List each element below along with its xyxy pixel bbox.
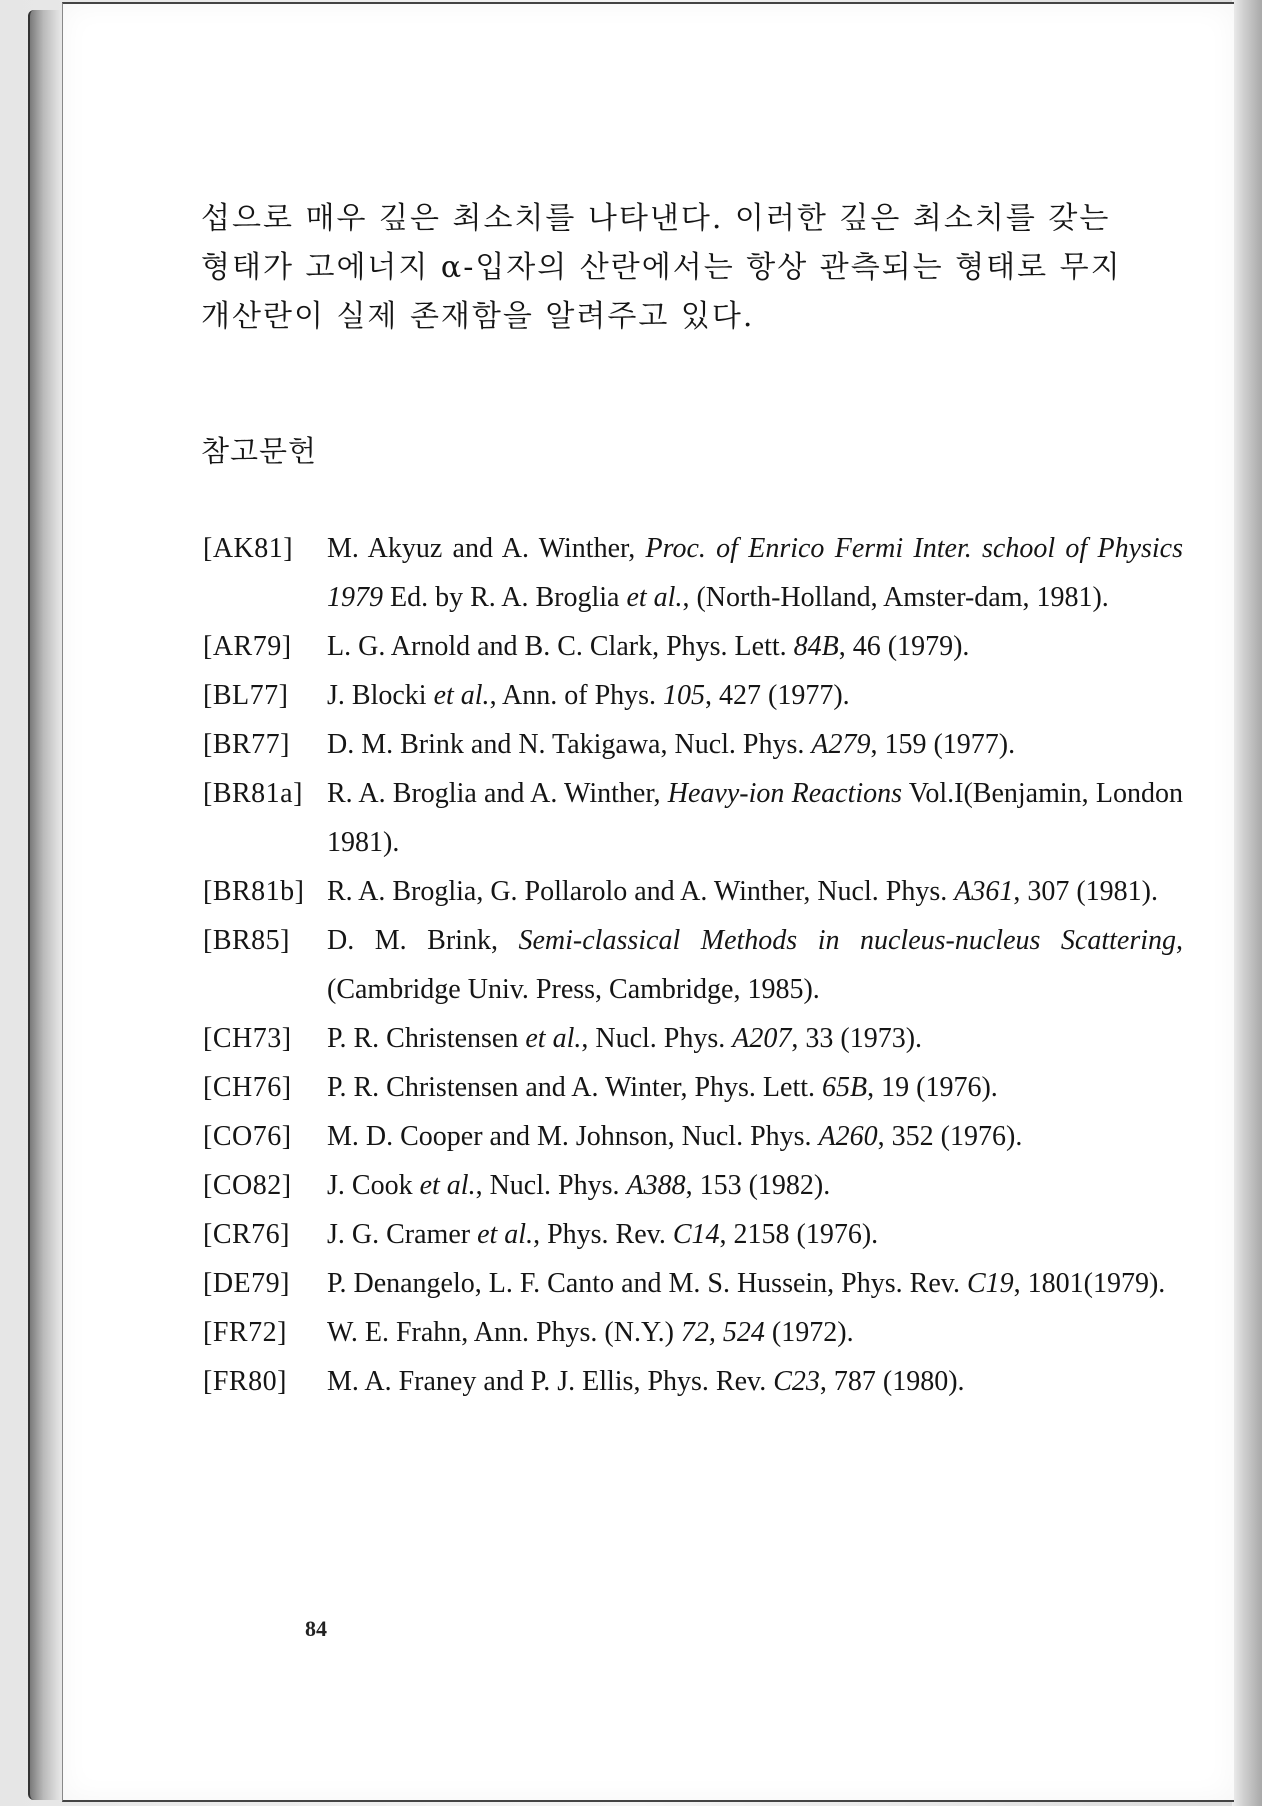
reference-text bbox=[325, 1161, 1183, 1210]
book-page bbox=[62, 2, 1234, 1802]
reference-text bbox=[325, 1014, 1183, 1063]
reference-italic-segment: 72, 524 bbox=[680, 1317, 765, 1348]
paragraph-line: 형태가 고에너지 α-입자의 산란에서는 항상 관측되는 형태로 무지 bbox=[201, 250, 1122, 285]
reference-key: [CH73] bbox=[203, 1023, 292, 1054]
reference-segment: Ed. by R. A. Broglia bbox=[383, 582, 627, 613]
reference-segment: , 153 (1982). bbox=[685, 1170, 831, 1201]
reference-italic-segment: Proc. of Enrico Fermi Inter. school of Physics 1979 bbox=[327, 533, 1184, 613]
reference-key: [BR77] bbox=[203, 729, 290, 760]
reference-italic-segment: 84B bbox=[793, 631, 839, 662]
reference-segment: P. R. Christensen and A. Winter, Phys. Lett. bbox=[327, 1072, 823, 1103]
reference-key: [AR79] bbox=[203, 631, 292, 662]
reference-italic-segment: et al. bbox=[477, 1219, 534, 1250]
reference-text bbox=[325, 867, 1183, 916]
reference-text bbox=[325, 622, 1183, 671]
reference-key: [AK81] bbox=[203, 533, 294, 564]
reference-key: [CO76] bbox=[203, 1121, 292, 1152]
reference-segment: P. Denangelo, L. F. Canto and M. S. Hussein, Phys. Rev. bbox=[327, 1268, 967, 1299]
reference-segment: , 1801(1979). bbox=[1013, 1268, 1166, 1299]
reference-text bbox=[325, 524, 1183, 622]
reference-segment: , 787 (1980). bbox=[819, 1366, 965, 1397]
reference-italic-segment: C19 bbox=[966, 1268, 1014, 1299]
reference-segment: W. E. Frahn, Ann. Phys. (N.Y.) bbox=[327, 1317, 681, 1348]
reference-item bbox=[203, 1161, 1183, 1210]
reference-italic-segment: Heavy-ion Reactions bbox=[667, 778, 903, 809]
paragraph-line: 섭으로 매우 깊은 최소치를 나타낸다. 이러한 깊은 최소치를 갖는 bbox=[201, 201, 1111, 236]
page-number: 84 bbox=[305, 1616, 327, 1641]
paragraph-line: 개산란이 실제 존재함을 알려주고 있다. bbox=[201, 299, 755, 334]
reference-key: [BR85] bbox=[203, 925, 290, 956]
reference-segment: D. M. Brink and N. Takigawa, Nucl. Phys. bbox=[327, 729, 812, 760]
reference-italic-segment: C14 bbox=[672, 1219, 720, 1250]
reference-segment: , (North-Holland, Amster-dam, 1981). bbox=[682, 582, 1109, 613]
reference-segment: R. A. Broglia, G. Pollarolo and A. Winther, Nucl. Phys. bbox=[327, 876, 955, 907]
reference-item bbox=[203, 1014, 1183, 1063]
reference-italic-segment: et al. bbox=[433, 680, 490, 711]
reference-item bbox=[203, 867, 1183, 916]
reference-item bbox=[203, 1357, 1183, 1406]
reference-italic-segment: 105 bbox=[663, 680, 706, 711]
page-right-edge bbox=[1232, 0, 1262, 1806]
reference-segment: , 19 (1976). bbox=[867, 1072, 998, 1103]
reference-segment: , 2158 (1976). bbox=[719, 1219, 879, 1250]
reference-key: [FR72] bbox=[203, 1317, 287, 1348]
reference-key: [BR81a] bbox=[203, 778, 303, 809]
reference-italic-segment: A279 bbox=[811, 729, 871, 760]
reference-key: [DE79] bbox=[203, 1268, 290, 1299]
reference-key: [CH76] bbox=[203, 1072, 292, 1103]
reference-segment: J. Blocki bbox=[327, 680, 434, 711]
reference-italic-segment: et al. bbox=[419, 1170, 476, 1201]
reference-key: [BL77] bbox=[203, 680, 289, 711]
reference-item bbox=[203, 622, 1183, 671]
reference-text bbox=[325, 1357, 1183, 1406]
reference-italic-segment: A361 bbox=[954, 876, 1014, 907]
reference-segment: , 427 (1977). bbox=[705, 680, 850, 711]
reference-text bbox=[325, 1112, 1183, 1161]
reference-item bbox=[203, 916, 1183, 1014]
reference-segment: L. G. Arnold and B. C. Clark, Phys. Lett. bbox=[327, 631, 794, 662]
reference-item bbox=[203, 671, 1183, 720]
reference-segment: , Nucl. Phys. bbox=[581, 1023, 733, 1054]
reference-item bbox=[203, 1210, 1183, 1259]
reference-text bbox=[325, 1210, 1183, 1259]
body-paragraph bbox=[201, 194, 1181, 341]
reference-item bbox=[203, 720, 1183, 769]
reference-italic-segment: Semi-classical Methods in nucleus-nucleus Scattering, bbox=[518, 925, 1184, 956]
reference-segment: , 33 (1973). bbox=[791, 1023, 923, 1054]
reference-segment: , 307 (1981). bbox=[1013, 876, 1158, 907]
reference-segment: (Cambridge Univ. Press, Cambridge, 1985). bbox=[327, 974, 820, 1005]
reference-item bbox=[203, 769, 1183, 867]
reference-item bbox=[203, 1112, 1183, 1161]
reference-segment: R. A. Broglia and A. Winther, bbox=[327, 778, 668, 809]
reference-text bbox=[325, 916, 1183, 1014]
reference-segment: Vol.I(Benjamin, London 1981). bbox=[327, 778, 1183, 858]
reference-segment: J. G. Cramer bbox=[327, 1219, 478, 1250]
reference-italic-segment: A388 bbox=[626, 1170, 686, 1201]
reference-italic-segment: et al. bbox=[525, 1023, 582, 1054]
reference-segment: , Nucl. Phys. bbox=[475, 1170, 627, 1201]
reference-text bbox=[325, 671, 1183, 720]
reference-text bbox=[325, 769, 1183, 867]
reference-key: [BR81b] bbox=[203, 876, 305, 907]
reference-italic-segment: A260 bbox=[818, 1121, 878, 1152]
reference-segment: , Ann. of Phys. bbox=[489, 680, 664, 711]
reference-segment: M. D. Cooper and M. Johnson, Nucl. Phys. bbox=[327, 1121, 819, 1152]
reference-key: [CR76] bbox=[203, 1219, 290, 1250]
reference-list bbox=[203, 524, 1183, 1406]
reference-italic-segment: C23 bbox=[773, 1366, 820, 1397]
references-heading: 참고문헌 bbox=[201, 434, 318, 468]
reference-item bbox=[203, 1259, 1183, 1308]
reference-text bbox=[325, 1063, 1183, 1112]
reference-key: [FR80] bbox=[203, 1366, 287, 1397]
reference-item bbox=[203, 524, 1183, 622]
reference-segment: (1972). bbox=[764, 1317, 854, 1348]
reference-segment: D. M. Brink, bbox=[327, 925, 519, 956]
reference-segment: , 46 (1979). bbox=[838, 631, 970, 662]
reference-text bbox=[325, 1308, 1183, 1357]
reference-segment: J. Cook bbox=[327, 1170, 420, 1201]
reference-key: [CO82] bbox=[203, 1170, 292, 1201]
reference-item bbox=[203, 1063, 1183, 1112]
reference-text bbox=[325, 1259, 1183, 1308]
reference-italic-segment: et al. bbox=[626, 582, 683, 613]
reference-segment: , Phys. Rev. bbox=[533, 1219, 673, 1250]
reference-segment: P. R. Christensen bbox=[327, 1023, 526, 1054]
reference-text bbox=[325, 720, 1183, 769]
reference-item bbox=[203, 1308, 1183, 1357]
reference-italic-segment: 65B bbox=[822, 1072, 868, 1103]
reference-segment: M. A. Franey and P. J. Ellis, Phys. Rev. bbox=[327, 1366, 774, 1397]
reference-segment: , 159 (1977). bbox=[870, 729, 1016, 760]
reference-italic-segment: A207 bbox=[732, 1023, 792, 1054]
reference-segment: , 352 (1976). bbox=[877, 1121, 1023, 1152]
reference-segment: M. Akyuz and A. Winther, bbox=[327, 533, 646, 564]
